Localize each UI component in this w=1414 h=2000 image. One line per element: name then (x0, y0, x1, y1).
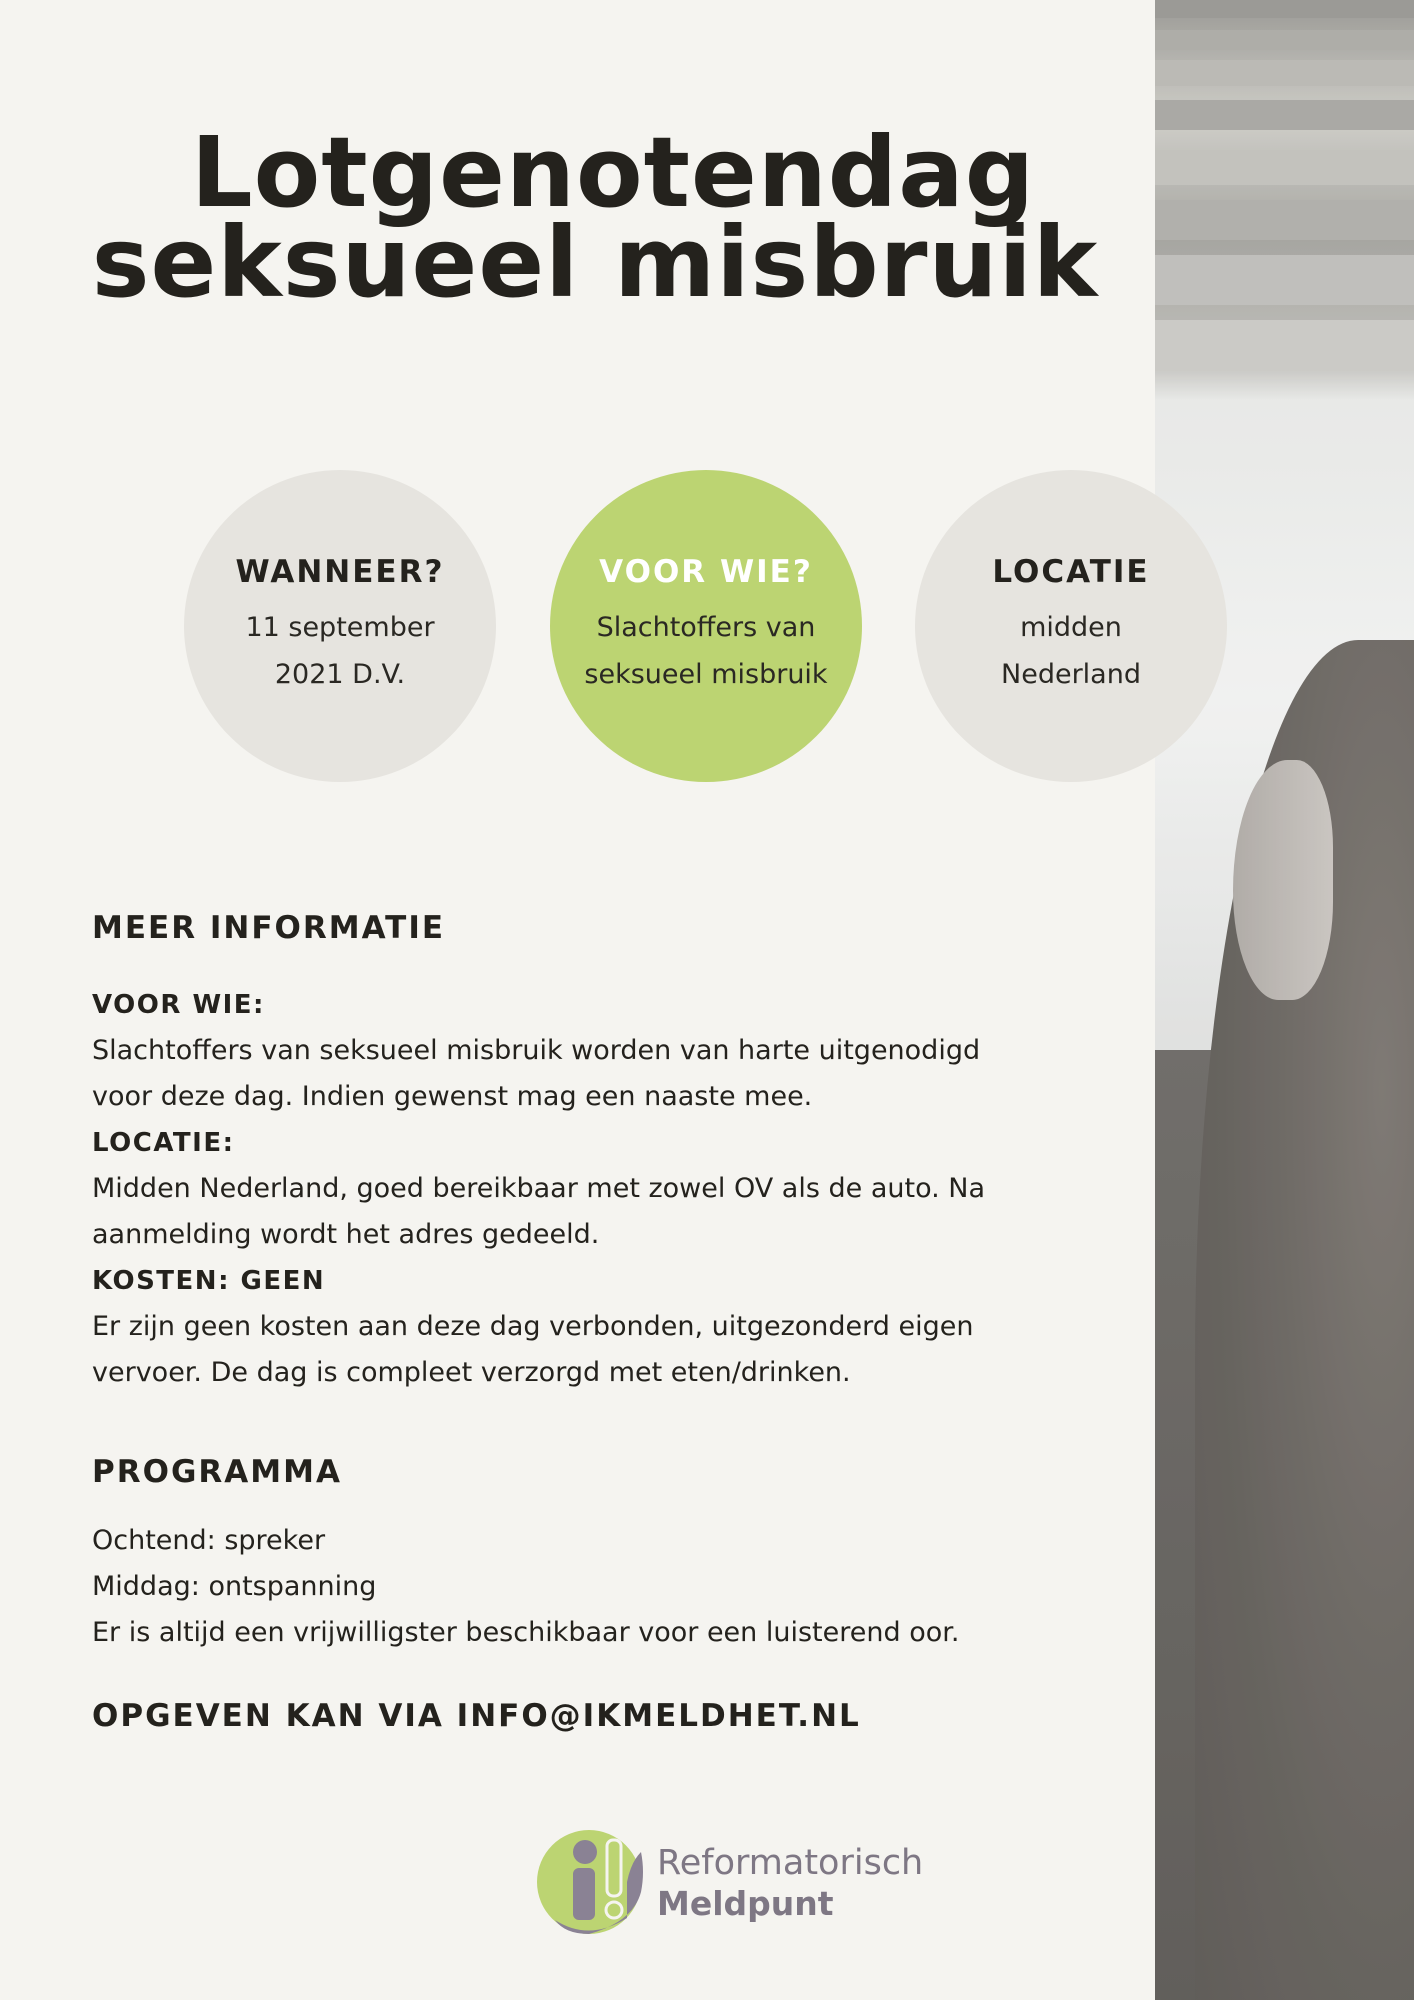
title-line-2: seksueel misbruik (91, 206, 1099, 319)
locatie-label: LOCATIE: (92, 1128, 235, 1158)
locatie-text: aanmelding wordt het adres gedeeld. (92, 1219, 600, 1250)
logo-line-2: Meldpunt (657, 1884, 834, 1923)
reformatorisch-meldpunt-logo (535, 1822, 935, 1938)
kosten-text: Er zijn geen kosten aan deze dag verbonden, uitgezonderd eigen (92, 1311, 974, 1342)
circle-heading: VOOR WIE? (599, 554, 813, 590)
circle-wanneer (184, 470, 496, 782)
programma-item: Middag: ontspanning (92, 1571, 377, 1602)
kosten-text: vervoer. De dag is compleet verzorgd met eten/drinken. (92, 1357, 851, 1388)
page-title (75, 116, 1115, 319)
circle-locatie (915, 470, 1227, 782)
circle-voor-wie (550, 470, 862, 782)
circle-text-line: midden (1020, 612, 1122, 643)
programma-item: Ochtend: spreker (92, 1525, 326, 1556)
circle-text-line: 11 september (245, 612, 435, 643)
kosten-label: KOSTEN: GEEN (92, 1266, 326, 1296)
meer-informatie-heading: MEER INFORMATIE (92, 910, 446, 946)
voor-wie-text: Slachtoffers van seksueel misbruik worden van harte uitgenodigd (92, 1035, 981, 1066)
signup-text: OPGEVEN KAN VIA INFO@IKMELDHET.NL (92, 1698, 861, 1734)
circle-heading: WANNEER? (235, 554, 445, 590)
info-section (92, 910, 1132, 1734)
circle-text-line: Nederland (1001, 659, 1141, 690)
woman-photo (1155, 0, 1414, 2000)
circle-text-line: 2021 D.V. (274, 659, 406, 690)
logo-line-1: Reformatorisch (657, 1843, 924, 1883)
programma-heading: PROGRAMMA (92, 1454, 342, 1490)
voor-wie-text: voor deze dag. Indien gewenst mag een naaste mee. (92, 1081, 813, 1112)
circle-heading: LOCATIE (992, 554, 1150, 590)
locatie-text: Midden Nederland, goed bereikbaar met zowel OV als de auto. Na (92, 1173, 986, 1204)
title-line-1: Lotgenotendag (190, 116, 1036, 229)
voor-wie-label: VOOR WIE: (92, 990, 265, 1020)
exclamation-person-icon (535, 1822, 647, 1938)
circle-text-line: Slachtoffers van (596, 612, 816, 643)
programma-item: Er is altijd een vrijwilligster beschikbaar voor een luisterend oor. (92, 1617, 960, 1648)
circle-text-line: seksueel misbruik (584, 659, 828, 690)
